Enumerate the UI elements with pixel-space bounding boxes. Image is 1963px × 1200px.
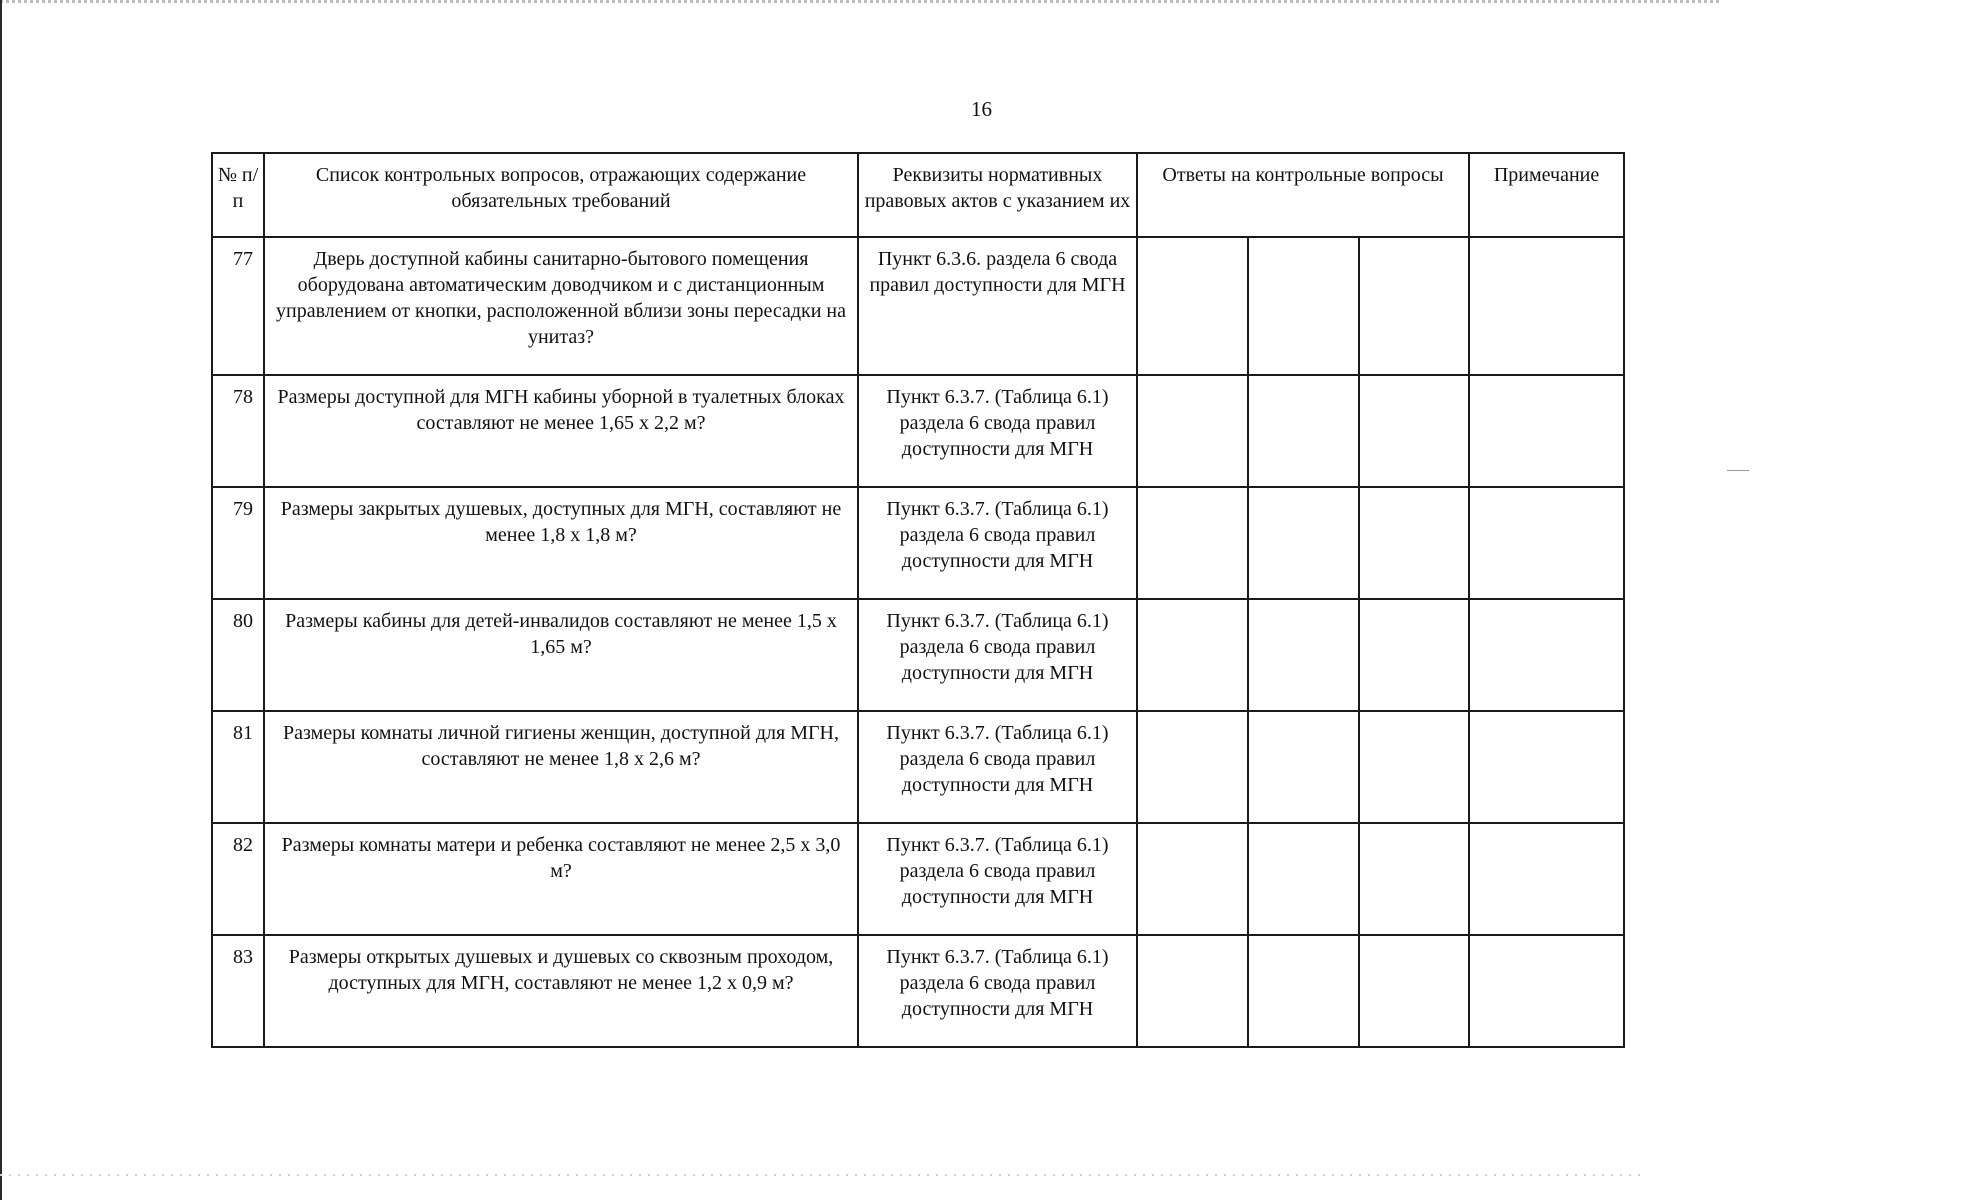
table-header-row bbox=[212, 153, 1624, 237]
answer-cell-2[interactable] bbox=[1248, 487, 1359, 599]
row-number: 81 bbox=[212, 711, 264, 823]
answer-cell-2[interactable] bbox=[1248, 711, 1359, 823]
answer-cell-1[interactable] bbox=[1137, 237, 1248, 375]
scan-artifact-dash bbox=[1727, 470, 1749, 471]
table-row bbox=[212, 935, 1624, 1047]
note-cell[interactable] bbox=[1469, 487, 1624, 599]
note-cell[interactable] bbox=[1469, 375, 1624, 487]
row-question: Размеры комнаты личной гигиены женщин, доступной для МГН, составляют не менее 1,8 х 2,6 м? bbox=[264, 711, 858, 823]
answer-cell-3[interactable] bbox=[1359, 237, 1469, 375]
table-row bbox=[212, 599, 1624, 711]
header-note: Примечание bbox=[1469, 153, 1624, 237]
row-reference: Пункт 6.3.7. (Таблица 6.1) раздела 6 свода правил доступности для МГН bbox=[858, 375, 1137, 487]
row-question: Размеры открытых душевых и душевых со сквозным проходом, доступных для МГН, составляют не менее 1,2 х 0,9 м? bbox=[264, 935, 858, 1047]
row-question: Размеры комнаты матери и ребенка составляют не менее 2,5 х 3,0 м? bbox=[264, 823, 858, 935]
table-row bbox=[212, 375, 1624, 487]
header-reference bbox=[858, 153, 1137, 237]
answer-cell-3[interactable] bbox=[1359, 487, 1469, 599]
scan-artifact-top bbox=[0, 0, 1720, 3]
answer-cell-1[interactable] bbox=[1137, 375, 1248, 487]
checklist-table bbox=[211, 152, 1625, 1048]
page-number: 16 bbox=[971, 97, 992, 121]
answer-cell-3[interactable] bbox=[1359, 711, 1469, 823]
answer-cell-1[interactable] bbox=[1137, 487, 1248, 599]
note-cell[interactable] bbox=[1469, 599, 1624, 711]
header-answers: Ответы на контрольные вопросы bbox=[1137, 153, 1469, 237]
scan-artifact-left-edge bbox=[0, 0, 2, 1200]
answer-cell-1[interactable] bbox=[1137, 711, 1248, 823]
row-number: 77 bbox=[212, 237, 264, 375]
answer-cell-1[interactable] bbox=[1137, 823, 1248, 935]
row-number: 83 bbox=[212, 935, 264, 1047]
row-reference: Пункт 6.3.6. раздела 6 свода правил доступности для МГН bbox=[858, 237, 1137, 375]
row-reference: Пункт 6.3.7. (Таблица 6.1) раздела 6 свода правил доступности для МГН bbox=[858, 599, 1137, 711]
row-number: 78 bbox=[212, 375, 264, 487]
note-cell[interactable] bbox=[1469, 935, 1624, 1047]
row-reference: Пункт 6.3.7. (Таблица 6.1) раздела 6 свода правил доступности для МГН bbox=[858, 711, 1137, 823]
row-question: Размеры кабины для детей-инвалидов составляют не менее 1,5 х 1,65 м? bbox=[264, 599, 858, 711]
answer-cell-3[interactable] bbox=[1359, 823, 1469, 935]
row-number: 79 bbox=[212, 487, 264, 599]
answer-cell-2[interactable] bbox=[1248, 237, 1359, 375]
answer-cell-2[interactable] bbox=[1248, 599, 1359, 711]
table-row bbox=[212, 823, 1624, 935]
row-reference: Пункт 6.3.7. (Таблица 6.1) раздела 6 свода правил доступности для МГН bbox=[858, 935, 1137, 1047]
row-reference: Пункт 6.3.7. (Таблица 6.1) раздела 6 свода правил доступности для МГН bbox=[858, 487, 1137, 599]
answer-cell-2[interactable] bbox=[1248, 375, 1359, 487]
note-cell[interactable] bbox=[1469, 823, 1624, 935]
table-row bbox=[212, 487, 1624, 599]
header-reference-text: Реквизиты нормативных правовых актов с указанием их bbox=[864, 164, 1131, 212]
note-cell[interactable] bbox=[1469, 711, 1624, 823]
header-question: Список контрольных вопросов, отражающих содержание обязательных требований bbox=[264, 153, 858, 237]
answer-cell-1[interactable] bbox=[1137, 935, 1248, 1047]
row-number: 82 bbox=[212, 823, 264, 935]
answer-cell-2[interactable] bbox=[1248, 823, 1359, 935]
table-row bbox=[212, 711, 1624, 823]
row-reference: Пункт 6.3.7. (Таблица 6.1) раздела 6 свода правил доступности для МГН bbox=[858, 823, 1137, 935]
header-num: № п/п bbox=[212, 153, 264, 237]
row-question: Дверь доступной кабины санитарно-бытового помещения оборудована автоматическим доводчиком и с дистанционным управлением от кнопки, расположенной вблизи зоны пересадки на унитаз? bbox=[264, 237, 858, 375]
answer-cell-3[interactable] bbox=[1359, 935, 1469, 1047]
answer-cell-3[interactable] bbox=[1359, 599, 1469, 711]
answer-cell-2[interactable] bbox=[1248, 935, 1359, 1047]
answer-cell-1[interactable] bbox=[1137, 599, 1248, 711]
row-question: Размеры доступной для МГН кабины уборной в туалетных блоках составляют не менее 1,65 х 2,2 м? bbox=[264, 375, 858, 487]
note-cell[interactable] bbox=[1469, 237, 1624, 375]
row-question: Размеры закрытых душевых, доступных для МГН, составляют не менее 1,8 х 1,8 м? bbox=[264, 487, 858, 599]
scan-artifact-bottom bbox=[0, 1174, 1640, 1176]
answer-cell-3[interactable] bbox=[1359, 375, 1469, 487]
row-number: 80 bbox=[212, 599, 264, 711]
table-row bbox=[212, 237, 1624, 375]
